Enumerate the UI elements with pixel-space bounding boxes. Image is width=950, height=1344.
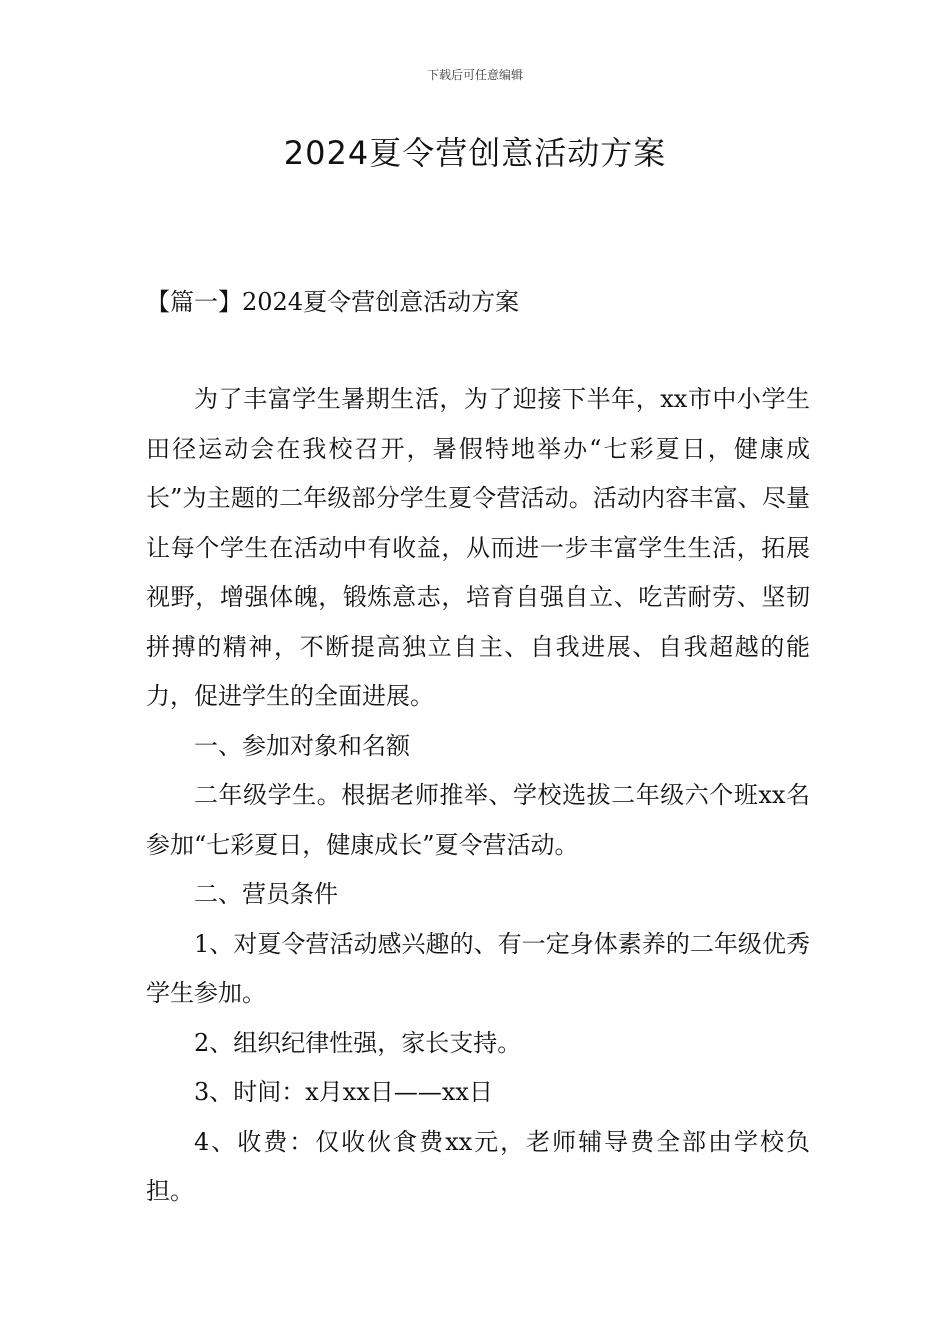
document-title: 2024夏令营创意活动方案 [283, 134, 667, 172]
condition-item-1: 1、对夏令营活动感兴趣的、有一定身体素养的二年级优秀学生参加。 [146, 929, 810, 1007]
condition-item-4: 4、收费：仅收伙食费xx元，老师辅导费全部由学校负担。 [146, 1127, 810, 1205]
condition-item-3: 3、时间：x月xx日——xx日 [194, 1078, 493, 1106]
heading-participants: 一、参加对象和名额 [194, 731, 410, 760]
participants-paragraph: 二年级学生。根据老师推举、学校选拔二年级六个班xx名参加“七彩夏日，健康成长”夏令营活动。 [146, 781, 810, 859]
condition-item-2: 2、组织纪律性强，家长支持。 [194, 1028, 522, 1057]
section-heading: 【篇一】2024夏令营创意活动方案 [146, 288, 520, 316]
heading-conditions: 二、营员条件 [194, 880, 338, 908]
header-note: 下载后可任意编辑 [426, 68, 523, 82]
intro-paragraph: 为了丰富学生暑期生活，为了迎接下半年，xx市中小学生田径运动会在我校召开，暑假特地举办“七彩夏日，健康成长”为主题的二年级部分学生夏令营活动。活动内容丰富、尽量让每个学生在活动中有收益，从而进一步丰富学生生活，拓展视野，增强体魄，锻炼意志，培育自强自立、吃苦耐劳、坚韧拼搏的精神，不断提高独立自主、自我进展、自我超越的能力，促进学生的全面进展。 [146, 385, 810, 710]
document-body [146, 375, 810, 1217]
